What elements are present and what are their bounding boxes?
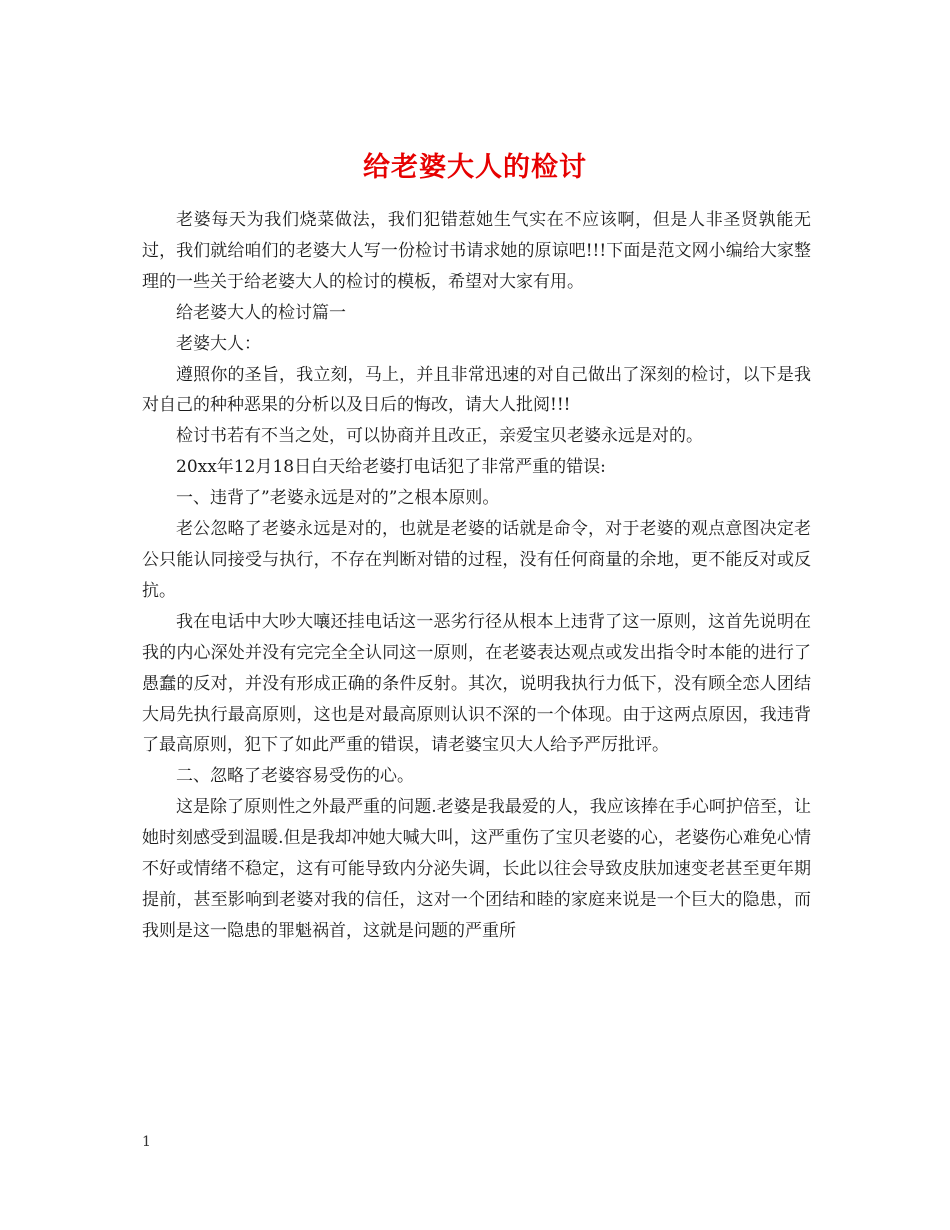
paragraph-point-one-detail: 老公忽略了老婆永远是对的，也就是老婆的话就是命令，对于老婆的观点意图决定老公只能认同接受与执行，不存在判断对错的过程，没有任何商量的余地，更不能反对或反抗。 (142, 519, 811, 601)
document-body (142, 205, 811, 947)
paragraph-point-one-analysis: 我在电话中大吵大嚷还挂电话这一恶劣行径从根本上违背了这一原则，这首先说明在我的内心深处并没有完完全全认同这一原则，在老婆表达观点或发出指令时本能的进行了愚蠢的反对，并没有形成正确的条件反射。其次，说明我执行力低下，没有顾全恋人团结大局先执行最高原则，这也是对最高原则认识不深的一个体现。由于这两点原因，我违背了最高原则，犯下了如此严重的错误，请老婆宝贝大人给予严厉批评。 (142, 611, 811, 756)
paragraph-date-incident: 20xx年12月18日白天给老婆打电话犯了非常严重的错误: (176, 457, 606, 478)
document-title: 给老婆大人的检讨 (363, 152, 587, 184)
paragraph-point-two-detail: 这是除了原则性之外最严重的问题.老婆是我最爱的人，我应该捧在手心呵护倍至，让她时刻感受到温暖.但是我却冲她大喊大叫，这严重伤了宝贝老婆的心，老婆伤心难免心情不好或情绪不稳定，这有可能导致内分泌失调，长此以往会导致皮肤加速变老甚至更年期提前，甚至影响到老婆对我的信任，这对一个团结和睦的家庭来说是一个巨大的隐患，而我则是这一隐患的罪魁祸首，这就是问题的严重所 (142, 797, 811, 941)
salutation: 老婆大人： (176, 333, 261, 354)
page-number: 1 (142, 1134, 151, 1150)
section-heading-part-one: 给老婆大人的检讨篇一 (176, 302, 346, 323)
point-heading-one: 一、违背了”老婆永远是对的”之根本原则。 (176, 488, 500, 509)
paragraph-intro: 老婆每天为我们烧菜做法，我们犯错惹她生气实在不应该啊，但是人非圣贤孰能无过，我们就给咱们的老婆大人写一份检讨书请求她的原谅吧!!!下面是范文网小编给大家整理的一些关于给老婆大人的检讨的模板，希望对大家有用。 (142, 210, 811, 292)
paragraph-note: 检讨书若有不当之处，可以协商并且改正，亲爱宝贝老婆永远是对的。 (176, 426, 703, 447)
point-heading-two: 二、忽略了老婆容易受伤的心。 (176, 766, 414, 787)
paragraph-opening: 遵照你的圣旨，我立刻，马上，并且非常迅速的对自己做出了深刻的检讨，以下是我对自己的种种恶果的分析以及日后的悔改，请大人批阅!!! (142, 364, 811, 416)
